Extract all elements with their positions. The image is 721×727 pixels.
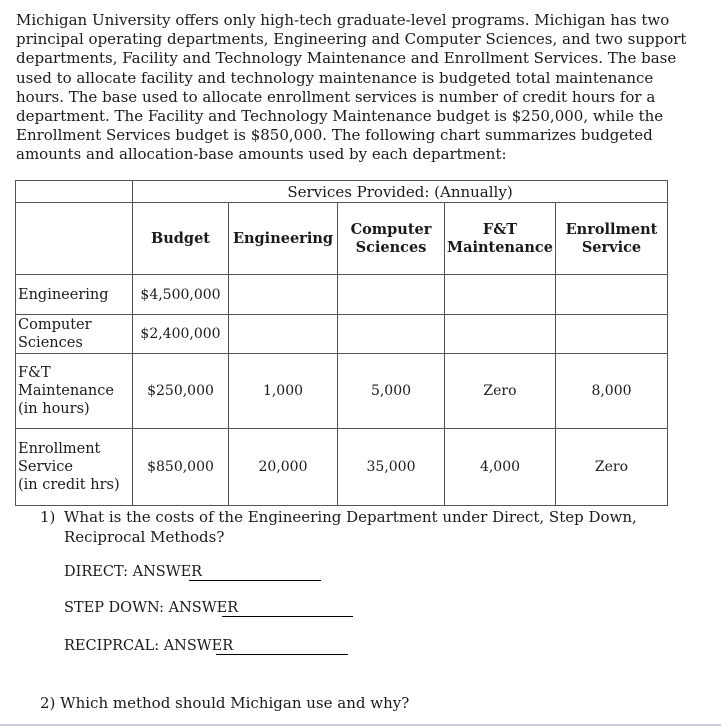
cell-engineering xyxy=(229,315,338,354)
row-label: Engineering xyxy=(16,275,133,315)
cell-engineering: 20,000 xyxy=(229,429,338,506)
reciprocal-answer-label: RECIPRCAL: ANSWER xyxy=(64,638,234,654)
question-1-number: 1) xyxy=(40,508,56,526)
intro-paragraph: Michigan University offers only high-tech graduate-level programs. Michigan has two principal operating departments, Engineering and Computer Sciences, and two support departments, Facility and Technology Maintenance and Enrollment Services. The base used to allocate facility and technology maintenance is budgeted total maintenance hours. The base used to allocate enrollment services is number of credit hours for a department. The Facility and Technology Maintenance budget is $250,000, while the Enrollment Services budget is $850,000. The following chart summarizes budgeted amounts and allocation-base amounts used by each department: xyxy=(16,11,687,164)
header-budget: Budget xyxy=(133,203,229,275)
cell-budget: $850,000 xyxy=(133,429,229,506)
cell-budget: $250,000 xyxy=(133,354,229,429)
row-label: Computer Sciences xyxy=(16,315,133,354)
services-provided-header: Services Provided: (Annually) xyxy=(133,181,668,203)
cell-enrollment: 8,000 xyxy=(556,354,668,429)
cell-enrollment xyxy=(556,315,668,354)
cell-ft xyxy=(445,275,556,315)
table-row xyxy=(16,429,668,506)
direct-answer-blank[interactable] xyxy=(189,580,321,581)
table-row xyxy=(16,275,668,315)
cell-engineering xyxy=(229,275,338,315)
header-enrollment-service: Enrollment Service xyxy=(556,203,668,275)
row-label: F&T Maintenance (in hours) xyxy=(16,354,133,429)
cell-enrollment: Zero xyxy=(556,429,668,506)
header-computer-sciences: Computer Sciences xyxy=(338,203,445,275)
cell-computer-sciences xyxy=(338,275,445,315)
cell-computer-sciences: 35,000 xyxy=(338,429,445,506)
cell-budget: $4,500,000 xyxy=(133,275,229,315)
table-row xyxy=(16,315,668,354)
cell-ft: 4,000 xyxy=(445,429,556,506)
cell-engineering: 1,000 xyxy=(229,354,338,429)
cell-computer-sciences: 5,000 xyxy=(338,354,445,429)
question-2-text: 2) Which method should Michigan use and why? xyxy=(40,694,410,712)
cell-computer-sciences xyxy=(338,315,445,354)
step-down-answer-blank[interactable] xyxy=(222,616,353,617)
table-row xyxy=(16,354,668,429)
direct-answer-label: DIRECT: ANSWER xyxy=(64,564,203,580)
table-corner-cell xyxy=(16,181,133,203)
allocation-table xyxy=(15,180,668,506)
cell-enrollment xyxy=(556,275,668,315)
page-divider xyxy=(0,724,721,726)
row-label: Enrollment Service (in credit hrs) xyxy=(16,429,133,506)
reciprocal-answer-blank[interactable] xyxy=(216,654,348,655)
header-ft-maintenance: F&T Maintenance xyxy=(445,203,556,275)
cell-ft xyxy=(445,315,556,354)
step-down-answer-label: STEP DOWN: ANSWER xyxy=(64,600,239,616)
header-empty-cell xyxy=(16,203,133,275)
cell-budget: $2,400,000 xyxy=(133,315,229,354)
question-1-text: What is the costs of the Engineering Department under Direct, Step Down, Reciprocal Methods? xyxy=(64,508,637,546)
header-engineering: Engineering xyxy=(229,203,338,275)
cell-ft: Zero xyxy=(445,354,556,429)
